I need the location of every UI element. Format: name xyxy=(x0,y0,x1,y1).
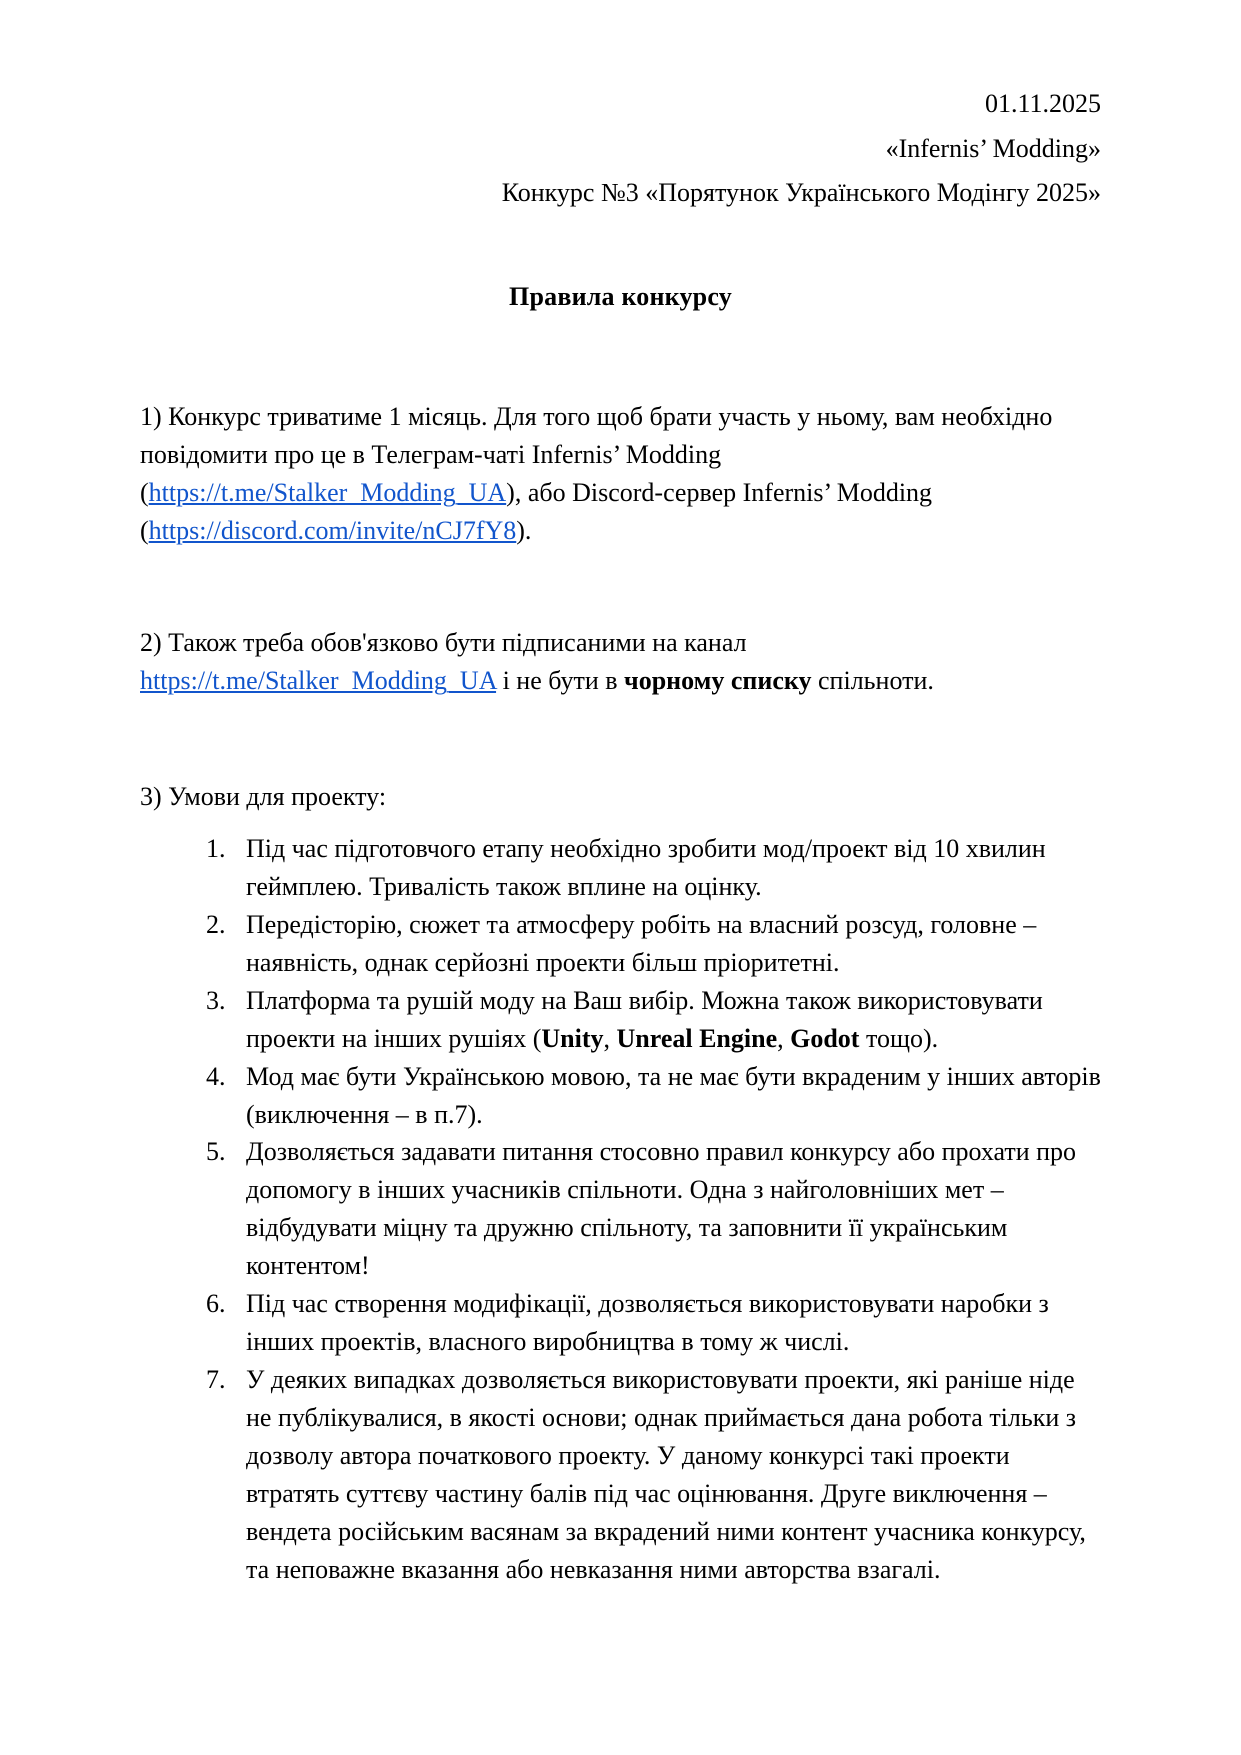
paragraph-1-text-part-3: ). xyxy=(516,516,532,546)
telegram-link-1[interactable]: https://t.me/Stalker_Modding_UA xyxy=(148,478,507,508)
list-item xyxy=(232,1361,1101,1589)
rule-3-text-part-4: тощо). xyxy=(859,1023,939,1053)
rule-3-engine-godot: Godot xyxy=(790,1023,860,1053)
paragraph-2-text-part-2: і не бути в xyxy=(496,665,625,695)
rule-3-engine-unity: Unity xyxy=(541,1023,604,1053)
paragraph-2-text-part-3: спільноти. xyxy=(811,665,934,695)
paragraph-1-text-part-1: 1) Конкурс триватиме 1 місяць. Для того щоб брати участь у ньому, вам необхідно повідомити про це в Телеграм-чаті Infernis’ Modding ( xyxy=(140,402,1053,508)
rule-1-text: Під час підготовчого етапу необхідно зробити мод/проект від 10 хвилин геймплею. Тривалість також вплине на оцінку. xyxy=(246,833,1046,901)
header-organization: «Infernis’ Modding» xyxy=(885,133,1101,163)
list-item xyxy=(232,1058,1101,1134)
header-contest-name: Конкурс №3 «Порятунок Українського Модінгу 2025» xyxy=(501,178,1101,208)
rule-4-text: Мод має бути Українською мовою, та не має бути вкраденим у інших авторів (виключення – в п.7). xyxy=(246,1061,1101,1129)
rule-5-text: Дозволяється задавати питання стосовно правил конкурсу або прохати про допомогу в інших учасників спільноти. Одна з найголовніших мет – відбудувати міцну та дружню спільноту, та заповнити її українським контентом! xyxy=(246,1137,1077,1281)
rule-3-text-part-3: , xyxy=(777,1023,791,1053)
rule-3-text-part-2: , xyxy=(603,1023,617,1053)
paragraph-2 xyxy=(140,624,1101,700)
header-date: 01.11.2025 xyxy=(984,89,1101,118)
rules-list xyxy=(140,830,1101,1589)
list-item xyxy=(232,1285,1101,1361)
list-item xyxy=(232,906,1101,982)
rule-7-text: У деяких випадках дозволяється використовувати проекти, які раніше ніде не публікувалися, в якості основи; однак приймається дана робота тільки з дозволу автора початкового проекту. У даному конкурсі такі проекти втратять суттєву частину балів під час оцінювання. Друге виключення – вендета російським васянам за вкрадений ними контент учасника конкурсу, та неповажне вказання або невказання ними авторства взагалі. xyxy=(246,1365,1086,1584)
rule-6-text: Під час створення модифікації, дозволяється використовувати наробки з інших проектів, власного виробництва в тому ж числі. xyxy=(246,1289,1049,1357)
page-title: Правила конкурсу xyxy=(509,282,732,312)
paragraph-1 xyxy=(140,398,1101,550)
document-header xyxy=(140,82,1101,216)
paragraph-2-text-part-1: 2) Також треба обов'язково бути підписаними на канал xyxy=(140,627,747,657)
paragraph-1-text-part-2: ), або Discord-сервер Infernis’ Modding ( xyxy=(140,478,933,546)
list-item xyxy=(232,982,1101,1058)
rule-2-text: Передісторію, сюжет та атмосферу робіть на власний розсуд, головне – наявність, однак серйозні проекти більш пріоритетні. xyxy=(246,909,1037,977)
telegram-link-2[interactable]: https://t.me/Stalker_Modding_UA xyxy=(140,665,497,695)
list-item xyxy=(232,1133,1101,1285)
paragraph-3: 3) Умови для проекту: xyxy=(140,781,387,811)
list-item xyxy=(232,830,1101,906)
rule-3-engine-unreal: Unreal Engine xyxy=(616,1023,778,1053)
rule-3-text-part-1: Платформа та рушій моду на Ваш вибір. Можна також використовувати проекти на інших рушіях ( xyxy=(246,985,1043,1053)
paragraph-2-bold-blacklist: чорному списку xyxy=(624,665,812,695)
discord-invite-link[interactable]: https://discord.com/invite/nCJ7fY8 xyxy=(148,516,517,546)
